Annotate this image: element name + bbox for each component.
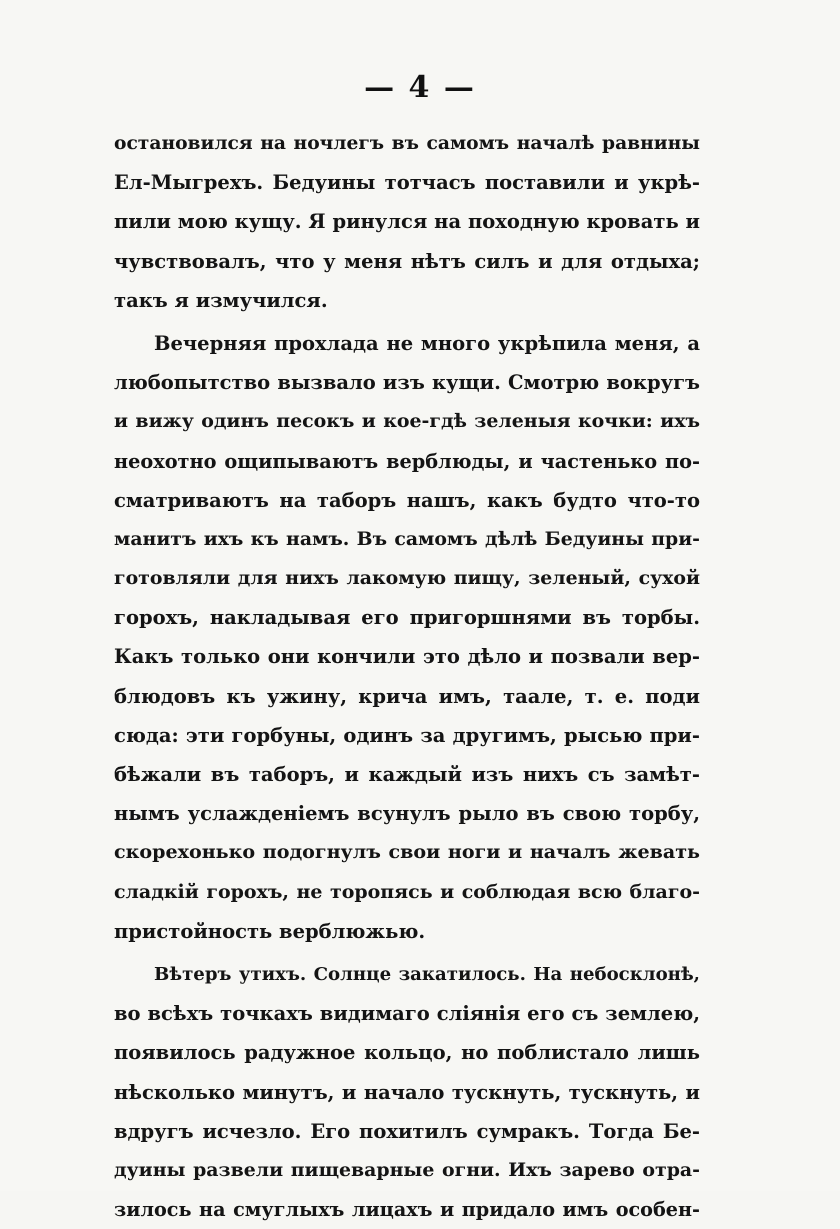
text-line: остановился на ночлегъ въ самомъ началѣ равнины [114, 132, 700, 154]
text-line: нымъ услажденіемъ всунулъ рыло въ свою торбу, [114, 802, 700, 826]
text-line: Ел-Мыгрехъ. Бедуины тотчасъ поставили и укрѣ- [114, 171, 700, 195]
text-line: горохъ, накладывая его пригоршнями въ торбы. [114, 606, 700, 630]
text-line: такъ я измучился. [114, 288, 328, 312]
text-line: Вѣтеръ утихъ. Солнце закатилось. На небосклонѣ, [154, 963, 700, 985]
text-line: Какъ только они кончили это дѣло и позвали вер- [114, 645, 700, 669]
text-line: дуины развели пищеварные огни. Ихъ зарево отра- [114, 1158, 700, 1181]
text-line: манитъ ихъ къ намъ. Въ самомъ дѣлѣ Бедуины при- [114, 527, 700, 550]
text-line: нѣсколько минутъ, и начало тускнуть, тускнуть, и [114, 1080, 700, 1104]
text-line: пили мою кущу. Я ринулся на походную кровать и [114, 210, 700, 234]
paragraph-2 [114, 324, 700, 951]
page-number: — 4 — [364, 70, 476, 105]
paragraph-1 [114, 124, 700, 320]
text-line: любопытство вызвало изъ кущи. Смотрю вокругъ [114, 371, 700, 395]
text-line: зилось на смуглыхъ лицахъ и придало имъ особен- [114, 1198, 700, 1222]
text-line: неохотно ощипываютъ верблюды, и частенько по- [114, 449, 700, 473]
text-line: вдругъ исчезло. Его похитилъ сумракъ. Тогда Бе- [114, 1119, 700, 1143]
text-line: во всѣхъ точкахъ видимаго слiянія его съ землею, [114, 1002, 700, 1026]
text-line: блюдовъ къ ужину, крича имъ, таале, т. е. поди [114, 684, 700, 708]
text-line: сматриваютъ на таборъ нашъ, какъ будто что-то [114, 488, 700, 512]
text-line: и вижу одинъ песокъ и кое-гдѣ зеленыя кочки: ихъ [114, 410, 700, 433]
text-line: Вечерняя прохлада не много укрѣпила меня, а [154, 331, 700, 355]
body-text [114, 124, 700, 1229]
text-line: бѣжали въ таборъ, и каждый изъ нихъ съ замѣт- [114, 763, 700, 786]
text-line: скорехонько подогнулъ свои ноги и началъ жевать [114, 841, 700, 864]
text-line: сладкій горохъ, не торопясь и соблюдая всю благо- [114, 880, 700, 903]
text-line: готовляли для нихъ лакомую пищу, зеленый, сухой [114, 567, 700, 590]
text-line: чувствовалъ, что у меня нѣтъ силъ и для отдыха; [114, 249, 700, 273]
paragraph-3 [114, 955, 700, 1229]
text-line: сюда: эти горбуны, одинъ за другимъ, рысью при- [114, 723, 700, 747]
text-line: пристойность верблюжью. [114, 919, 426, 943]
text-line: появилось радужное кольцо, но поблистало лишь [114, 1041, 700, 1065]
